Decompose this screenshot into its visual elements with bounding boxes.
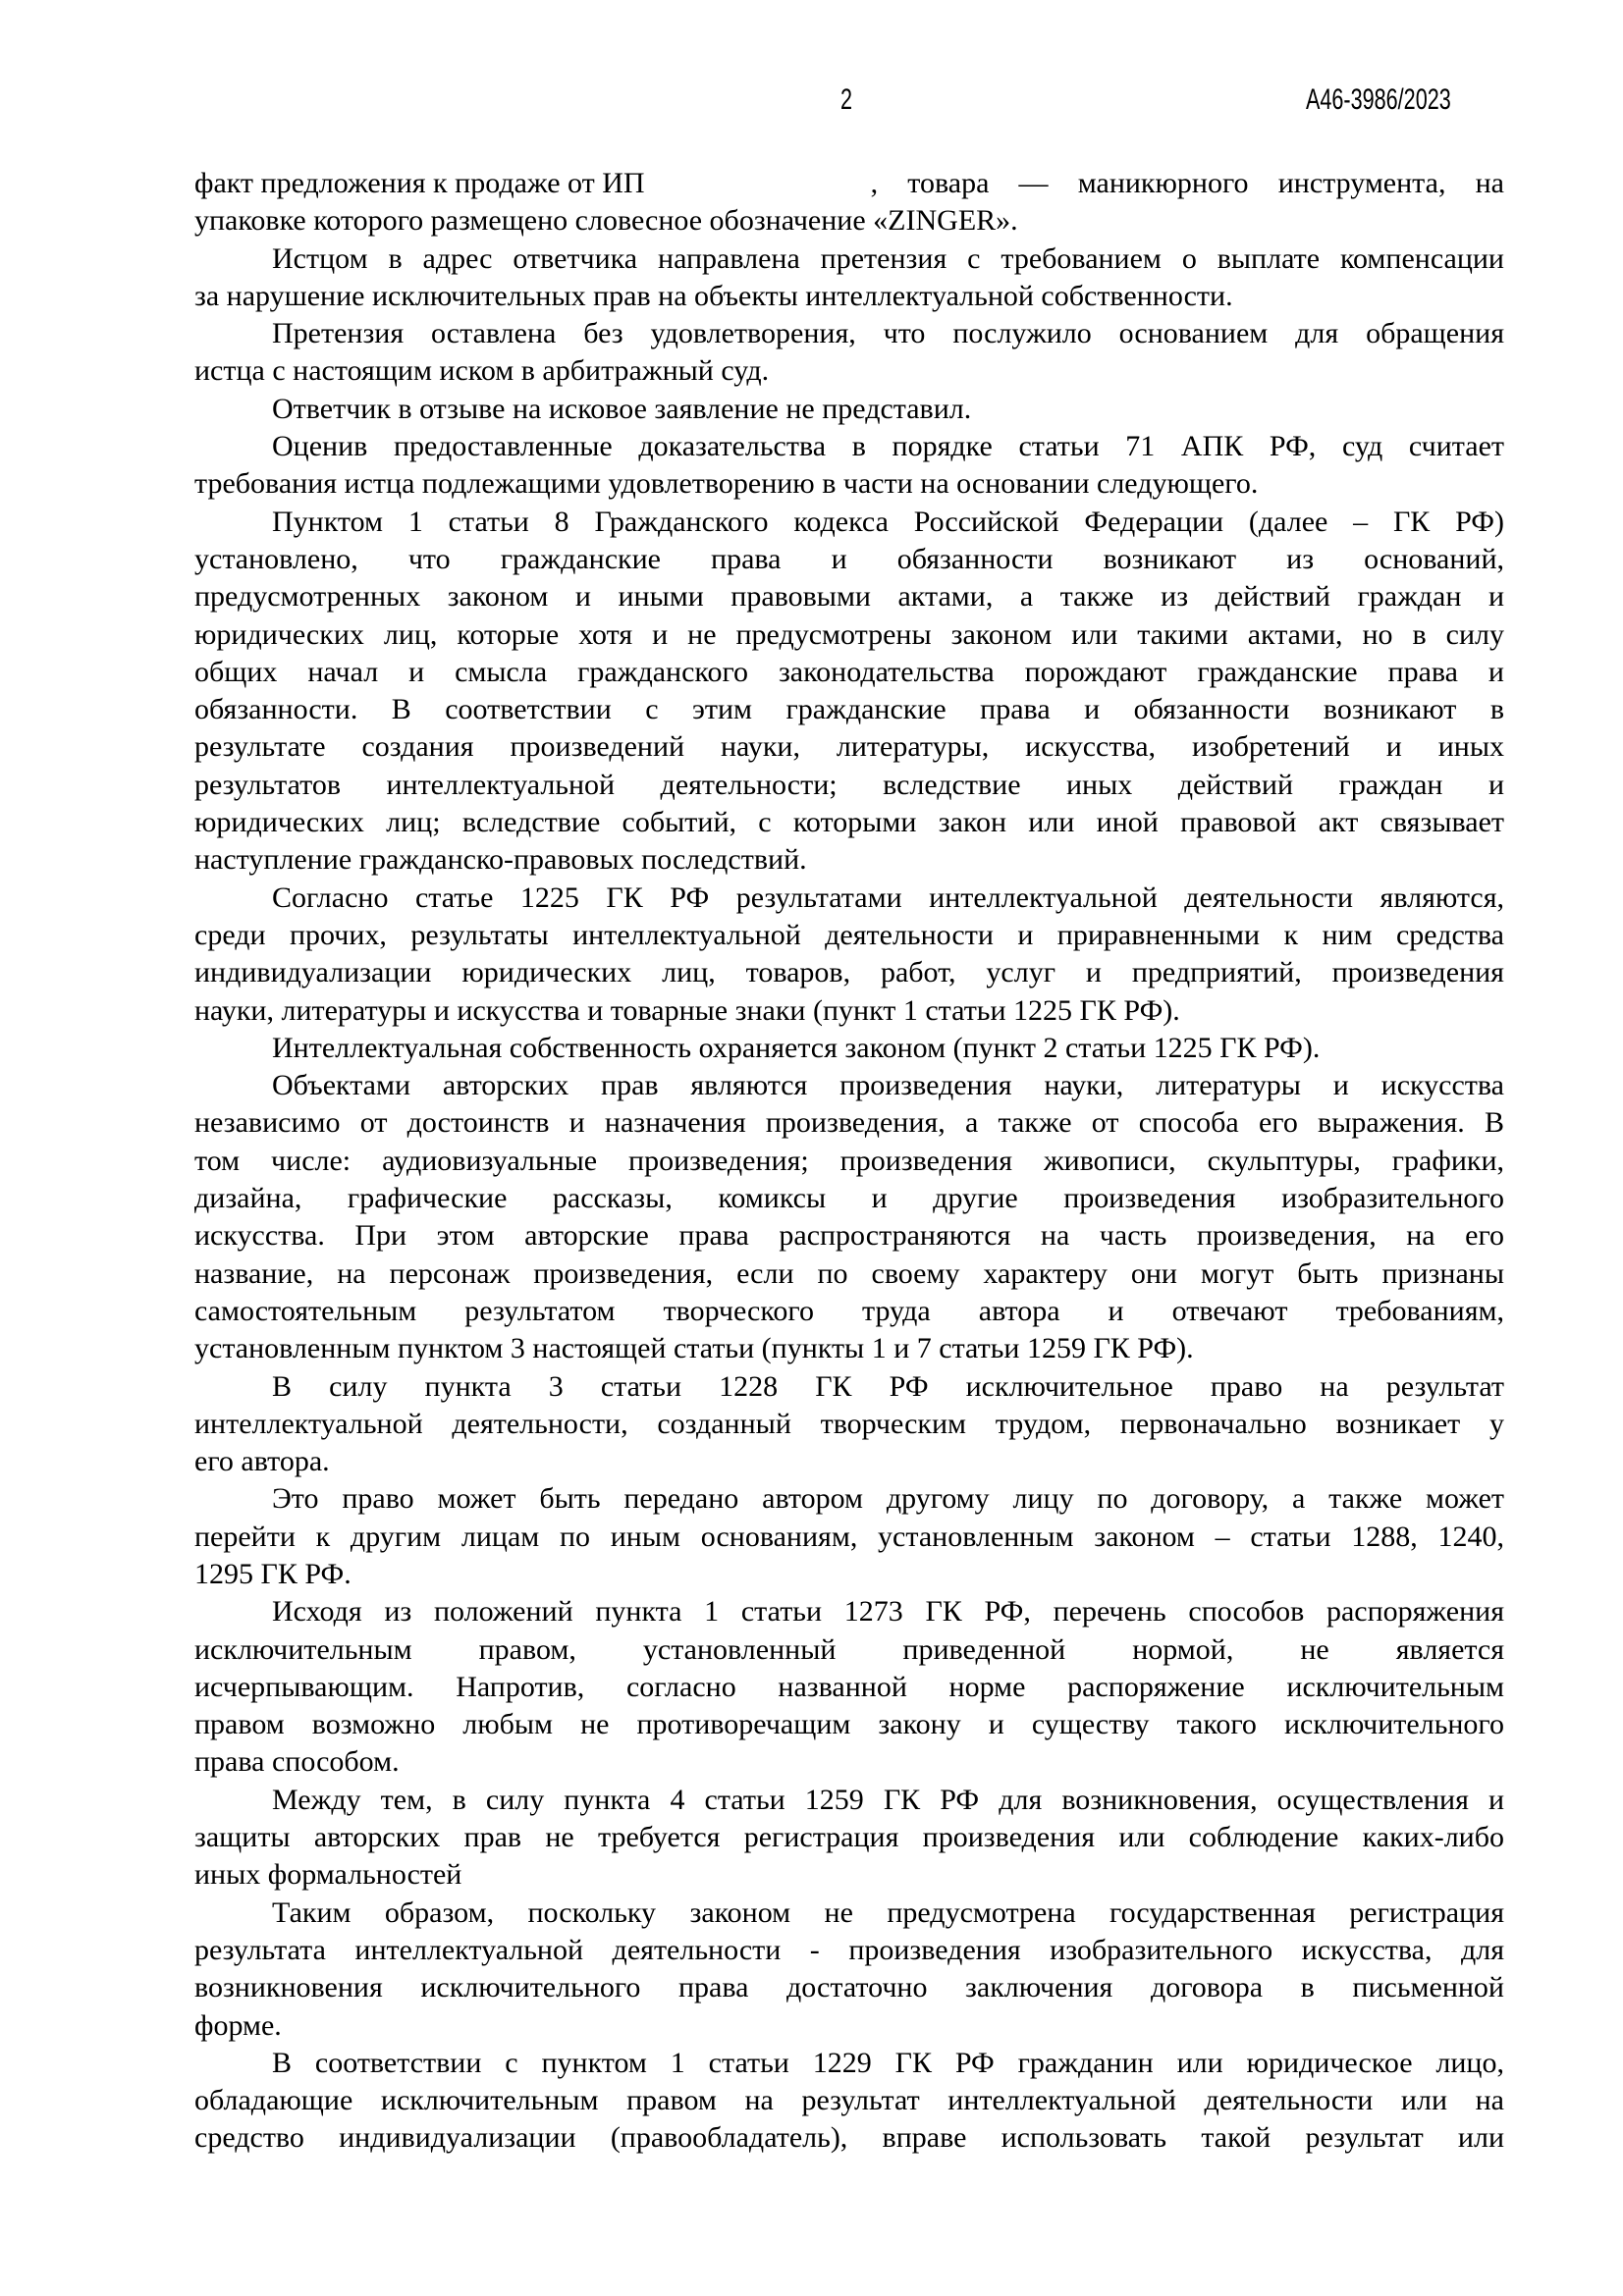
- paragraph: [194, 2045, 1504, 2158]
- text-line: Оценив предоставленные доказательства в порядке статьи 71 АПК РФ, суд считает: [272, 430, 1504, 463]
- text-line: предусмотренных законом и иными правовыми актами, а также из действий граждан и: [194, 580, 1504, 614]
- paragraph: [194, 428, 1504, 504]
- text-line: самостоятельным результатом творческого труда автора и отвечают требованиям,: [194, 1294, 1504, 1327]
- text-line: юридических лиц; вследствие событий, с которыми закон или иной правовой акт связывает: [194, 806, 1504, 839]
- text-line: науки, литературы и искусства и товарные знаки (пункт 1 статьи 1225 ГК РФ).: [194, 993, 1180, 1027]
- page-header: [0, 82, 1623, 118]
- text-line: Таким образом, поскольку законом не предусмотрена государственная регистрация: [272, 1896, 1504, 1929]
- text-before-redaction: факт предложения к продаже от ИП: [194, 167, 645, 199]
- text-line: обладающие исключительным правом на результат интеллектуальной деятельности или на: [194, 2084, 1504, 2117]
- text-line: том числе: аудиовизуальные произведения; произведения живописи, скульптуры, графики,: [194, 1144, 1504, 1177]
- text-line: результате создания произведений науки, литературы, искусства, изобретений и иных: [194, 730, 1504, 764]
- page-number: 2: [840, 83, 853, 116]
- text-line: средство индивидуализации (правообладатель), вправе использовать такой результат или: [194, 2121, 1504, 2155]
- paragraph: [194, 1030, 1504, 1067]
- paragraph: [194, 1593, 1504, 1781]
- text-line: Между тем, в силу пункта 4 статьи 1259 ГК РФ для возникновения, осуществления и: [272, 1783, 1504, 1816]
- case-number: А46-3986/2023: [1306, 83, 1451, 116]
- text-line: Ответчик в отзыве на исковое заявление не представил.: [272, 392, 972, 425]
- text-line: исключительным правом, установленный приведенной нормой, не является: [194, 1632, 1504, 1666]
- text-after-redaction: , товара — маникюрного инструмента, на: [870, 167, 1504, 199]
- text-line: защиты авторских прав не требуется регистрация произведения или соблюдение каких-либо: [194, 1821, 1504, 1854]
- text-line: упаковке которого размещено словесное обозначение «ZINGER».: [194, 204, 1018, 238]
- paragraph: [194, 504, 1504, 880]
- paragraph: [194, 1067, 1504, 1367]
- text-line: Исходя из положений пункта 1 статьи 1273 ГК РФ, перечень способов распоряжения: [272, 1595, 1504, 1629]
- text-line: требования истца подлежащими удовлетворению в части на основании следующего.: [194, 467, 1259, 501]
- text-line: результатов интеллектуальной деятельности; вследствие иных действий граждан и: [194, 768, 1504, 801]
- text-line: Истцом в адрес ответчика направлена претензия с требованием о выплате компенсации: [272, 241, 1504, 275]
- paragraph: [194, 1895, 1504, 2045]
- text-line: Пунктом 1 статьи 8 Гражданского кодекса Российской Федерации (далее – ГК РФ): [272, 505, 1504, 538]
- paragraph: [194, 315, 1504, 391]
- text-line: независимо от достоинств и назначения произведения, а также от способа его выражения. В: [194, 1106, 1504, 1140]
- text-line: перейти к другим лицам по иным основаниям, установленным законом – статьи 1288, 1240,: [194, 1520, 1504, 1553]
- text-line: установленным пунктом 3 настоящей статьи (пункты 1 и 7 статьи 1259 ГК РФ).: [194, 1332, 1194, 1365]
- text-line: наступление гражданско-правовых последствий.: [194, 843, 807, 877]
- text-line: дизайна, графические рассказы, комиксы и другие произведения изобразительного: [194, 1182, 1504, 1215]
- paragraph-continued: [194, 202, 1504, 240]
- paragraph: [194, 1480, 1504, 1593]
- text-line: его автора.: [194, 1445, 330, 1478]
- text-line: иных формальностей: [194, 1858, 462, 1892]
- document-body: [194, 165, 1504, 2158]
- text-line: истца с настоящим иском в арбитражный суд.: [194, 354, 770, 388]
- text-line: результата интеллектуальной деятельности - произведения изобразительного искусства, для: [194, 1933, 1504, 1966]
- paragraph: [194, 1782, 1504, 1895]
- text-line: правом возможно любым не противоречащим закону и существу такого исключительного: [194, 1708, 1504, 1741]
- text-line: Объектами авторских прав являются произведения науки, литературы и искусства: [272, 1069, 1504, 1102]
- paragraph: [194, 1368, 1504, 1481]
- text-line: Интеллектуальная собственность охраняется законом (пункт 2 статьи 1225 ГК РФ).: [272, 1031, 1321, 1064]
- text-line: права способом.: [194, 1745, 400, 1779]
- text-line: общих начал и смысла гражданского законодательства порождают гражданские права и: [194, 655, 1504, 688]
- text-line: Согласно статье 1225 ГК РФ результатами интеллектуальной деятельности являются,: [272, 881, 1504, 914]
- text-line: среди прочих, результаты интеллектуальной деятельности и приравненными к ним средства: [194, 918, 1504, 951]
- text-line: обязанности. В соответствии с этим гражданские права и обязанности возникают в: [194, 693, 1504, 726]
- text-line: форме.: [194, 2008, 282, 2042]
- text-line: 1295 ГК РФ.: [194, 1557, 352, 1590]
- text-line: В соответствии с пунктом 1 статьи 1229 ГК РФ гражданин или юридическое лицо,: [272, 2046, 1504, 2079]
- paragraphs-container: [194, 202, 1504, 2157]
- paragraph: [194, 391, 1504, 428]
- text-line: Это право может быть передано автором другому лицу по договору, а также может: [272, 1482, 1504, 1516]
- text-line-first: [194, 165, 1504, 202]
- text-line: Претензия оставлена без удовлетворения, что послужило основанием для обращения: [272, 317, 1504, 350]
- text-line: исчерпывающим. Напротив, согласно названной норме распоряжение исключительным: [194, 1670, 1504, 1703]
- text-line: интеллектуальной деятельности, созданный творческим трудом, первоначально возникает у: [194, 1407, 1504, 1440]
- text-line: индивидуализации юридических лиц, товаров, работ, услуг и предприятий, произведения: [194, 956, 1504, 989]
- text-line: искусства. При этом авторские права распространяются на часть произведения, на его: [194, 1219, 1504, 1253]
- text-line: название, на персонаж произведения, если по своему характеру они могут быть признаны: [194, 1256, 1504, 1290]
- text-line: за нарушение исключительных прав на объекты интеллектуальной собственности.: [194, 279, 1233, 312]
- paragraph: [194, 240, 1504, 316]
- paragraph: [194, 880, 1504, 1030]
- text-line: установлено, что гражданские права и обязанности возникают из оснований,: [194, 542, 1504, 575]
- text-line: В силу пункта 3 статьи 1228 ГК РФ исключительное право на результат: [272, 1369, 1504, 1403]
- paragraph-continued: [194, 165, 1504, 202]
- text-line: юридических лиц, которые хотя и не предусмотрены законом или такими актами, но в силу: [194, 617, 1504, 651]
- text-line: возникновения исключительного права достаточно заключения договора в письменной: [194, 1971, 1504, 2004]
